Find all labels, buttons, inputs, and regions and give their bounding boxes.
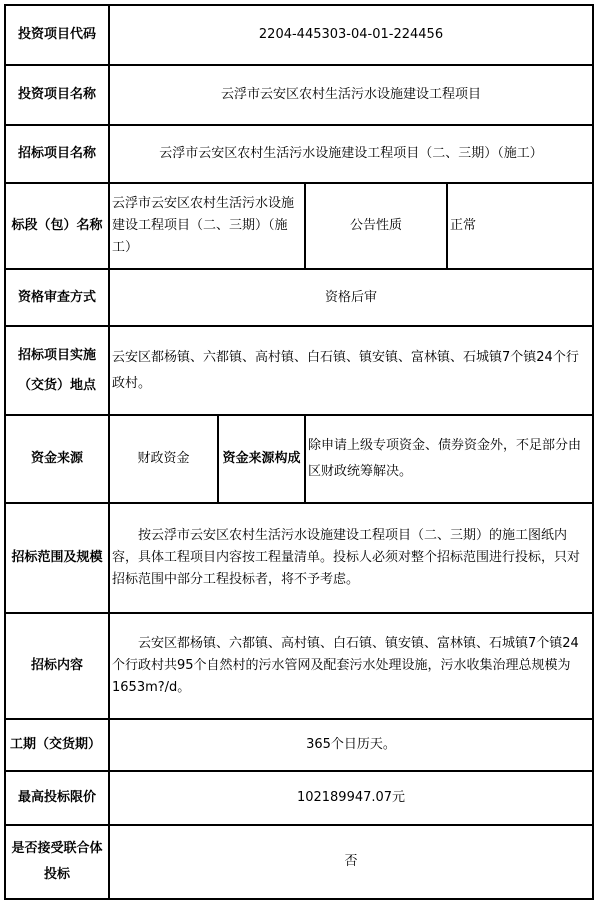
project-code-label: 投资项目代码 — [5, 5, 109, 65]
row-tender-name — [5, 125, 593, 183]
notice-nature-label: 公告性质 — [305, 183, 447, 269]
duration-value: 365个日历天。 — [109, 719, 593, 771]
tender-name-label: 招标项目名称 — [5, 125, 109, 183]
scope-label: 招标范围及规模 — [5, 503, 109, 613]
row-project-code — [5, 5, 593, 65]
duration-label: 工期（交货期） — [5, 719, 109, 771]
row-joint — [5, 825, 593, 899]
row-qualification — [5, 269, 593, 326]
section-value: 云浮市云安区农村生活污水设施建设工程项目（二、三期）（施工） — [109, 183, 305, 269]
row-max-price — [5, 771, 593, 825]
scope-text: 按云浮市云安区农村生活污水设施建设工程项目（二、三期）的施工图纸内容，具体工程项目内容按工程量清单。投标人必须对整个招标范围进行投标，只对招标范围中部分工程投标者，将不予考虑。 — [112, 528, 581, 587]
joint-label — [5, 825, 109, 899]
row-funding — [5, 415, 593, 503]
row-scope — [5, 503, 593, 613]
content-value — [109, 613, 593, 719]
qualification-label: 资格审查方式 — [5, 269, 109, 326]
funding-composition-label: 资金来源构成 — [218, 415, 305, 503]
joint-label-line1: 是否接受联合体 — [11, 841, 103, 856]
content-text: 云安区都杨镇、六都镇、高村镇、白石镇、镇安镇、富林镇、石城镇7个镇24个行政村共95个自然村的污水管网及配套污水处理设施，污水收集治理总规模为 — [112, 636, 579, 673]
section-label: 标段（包）名称 — [5, 183, 109, 269]
funding-value: 财政资金 — [109, 415, 218, 503]
qualification-value: 资格后审 — [109, 269, 593, 326]
scope-value — [109, 503, 593, 613]
row-location — [5, 326, 593, 415]
row-project-name — [5, 65, 593, 125]
project-name-value: 云浮市云安区农村生活污水设施建设工程项目 — [109, 65, 593, 125]
tender-name-value: 云浮市云安区农村生活污水设施建设工程项目（二、三期）（施工） — [109, 125, 593, 183]
max-price-label: 最高投标限价 — [5, 771, 109, 825]
funding-composition-value: 除申请上级专项资金、债券资金外，不足部分由区财政统筹解决。 — [305, 415, 593, 503]
joint-label-line2: 投标 — [43, 867, 70, 882]
location-label-line1: 招标项目实施 — [17, 347, 96, 363]
joint-value: 否 — [109, 825, 593, 899]
location-value: 云安区都杨镇、六都镇、高村镇、白石镇、镇安镇、富林镇、石城镇7个镇24个行政村。 — [109, 326, 593, 415]
row-duration — [5, 719, 593, 771]
row-content — [5, 613, 593, 719]
content-scale: 1653m?/d。 — [112, 680, 191, 695]
notice-nature-value: 正常 — [447, 183, 593, 269]
max-price-value: 102189947.07元 — [109, 771, 593, 825]
project-code-value: 2204-445303-04-01-224456 — [109, 5, 593, 65]
project-name-label: 投资项目名称 — [5, 65, 109, 125]
location-label-line2: （交货）地点 — [17, 377, 96, 393]
tender-info-table — [4, 4, 594, 900]
funding-label: 资金来源 — [5, 415, 109, 503]
content-label: 招标内容 — [5, 613, 109, 719]
row-section — [5, 183, 593, 269]
location-label — [5, 326, 109, 415]
